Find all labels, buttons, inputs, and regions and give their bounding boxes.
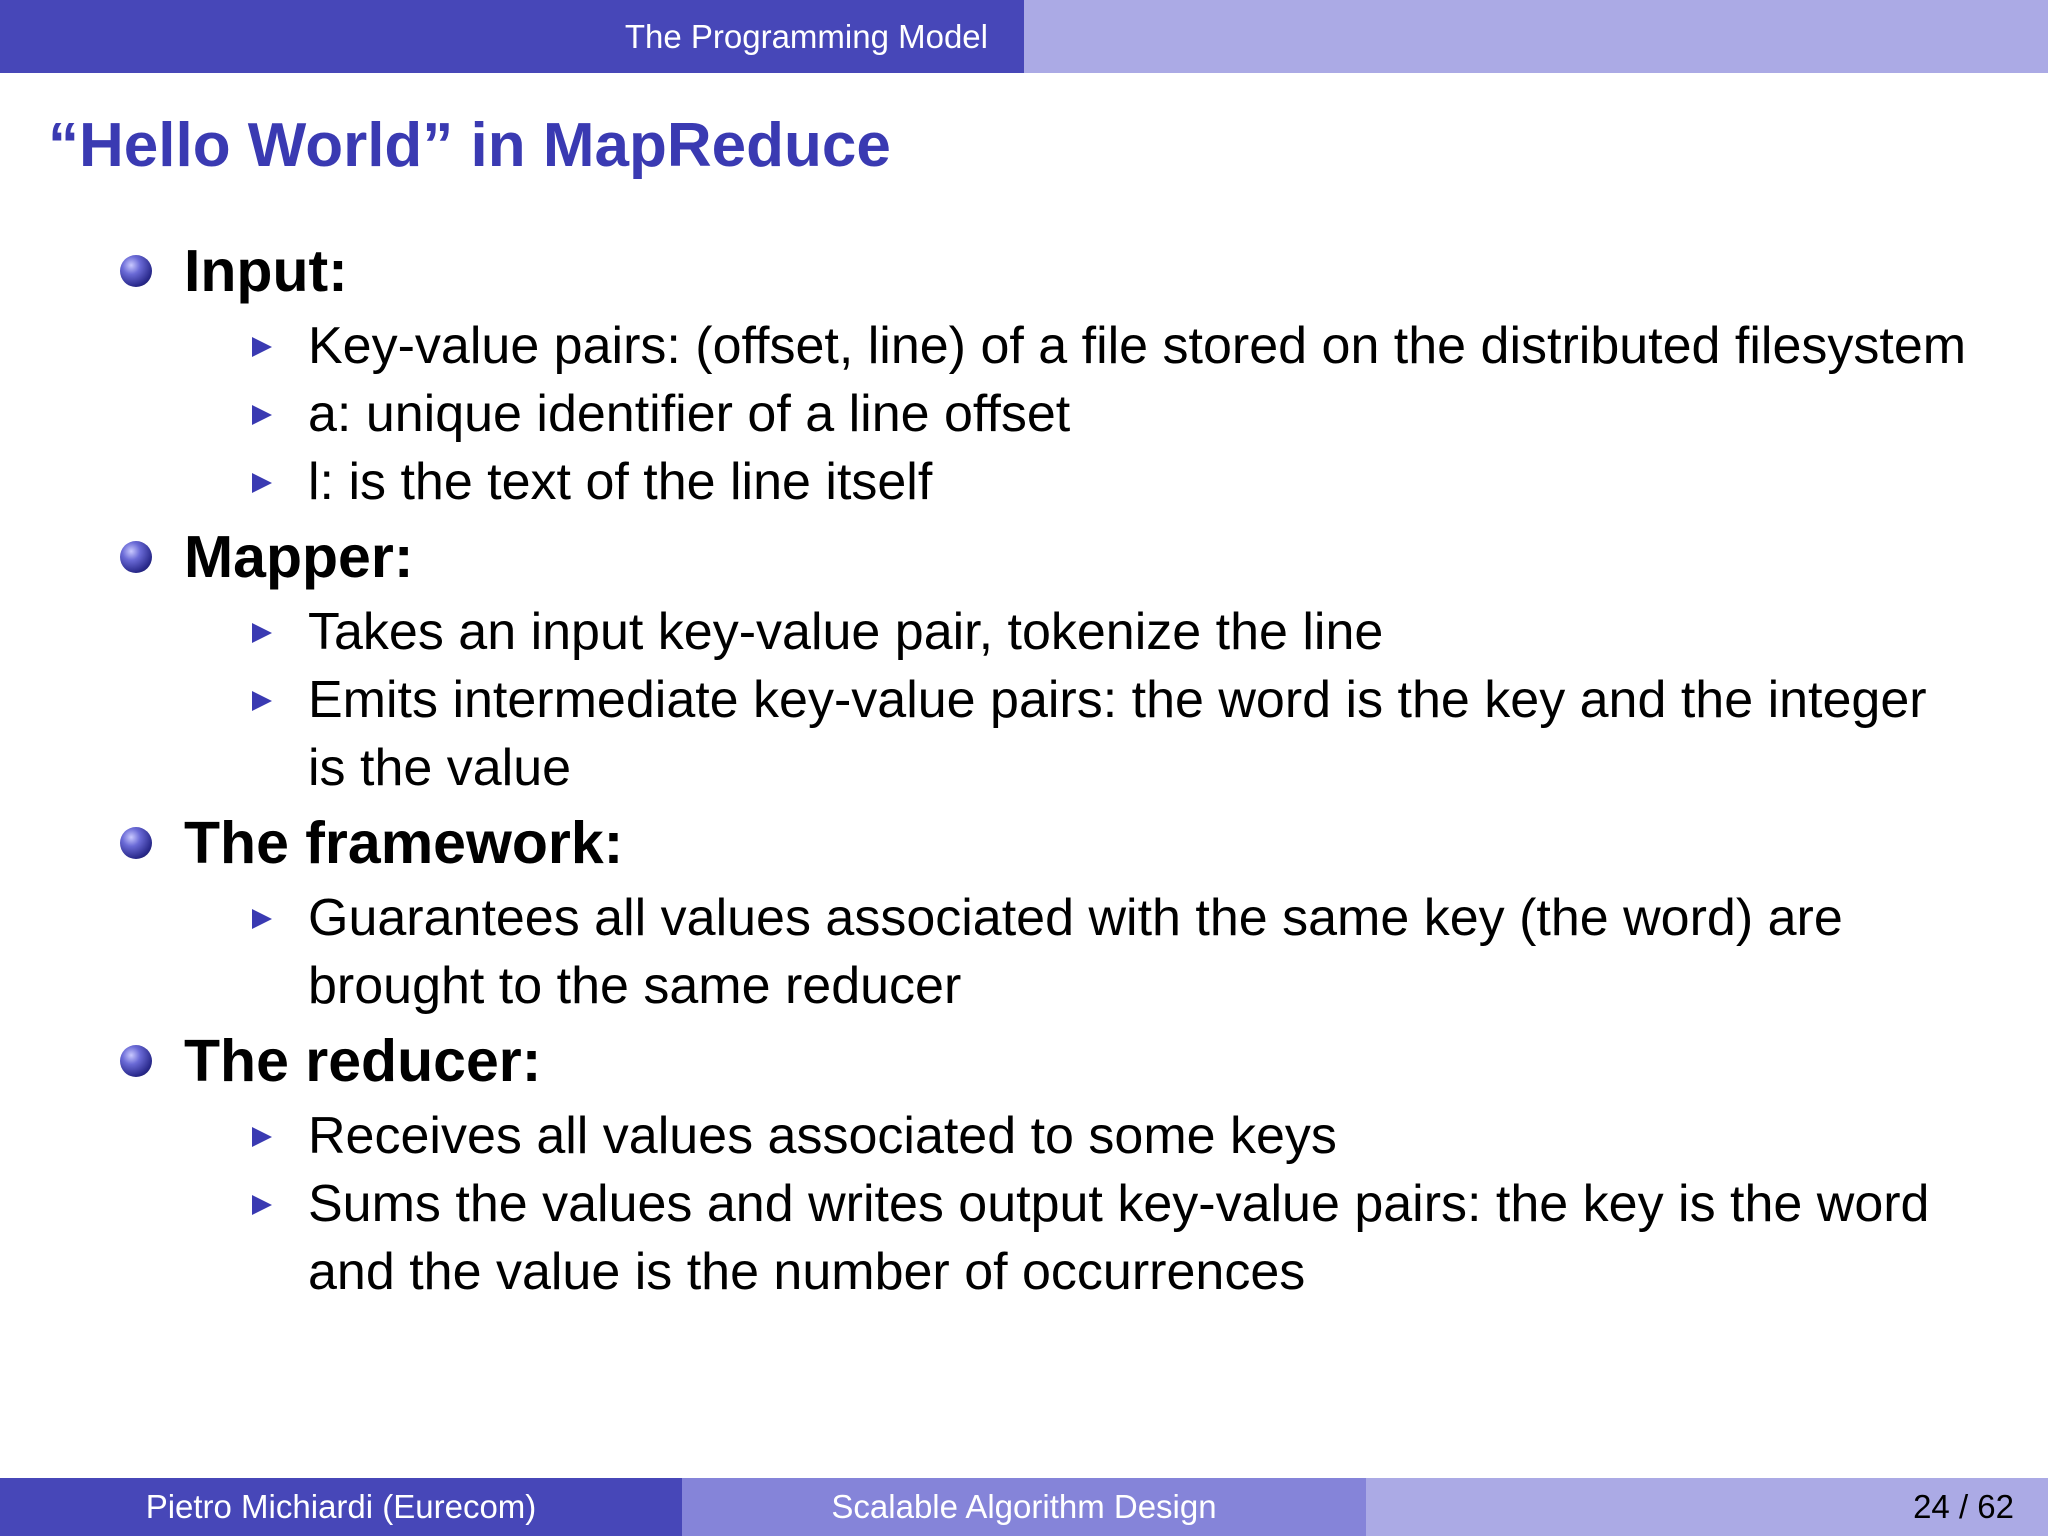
section-label: Input: xyxy=(184,238,348,304)
list-item-text: Receives all values associated to some keys xyxy=(308,1107,1337,1165)
triangle-bullet-icon xyxy=(252,405,272,425)
list-item xyxy=(0,1102,2048,1170)
section-label: The reducer: xyxy=(184,1028,542,1094)
triangle-bullet-icon xyxy=(252,1195,272,1215)
ball-bullet-icon xyxy=(120,827,152,859)
triangle-bullet-icon xyxy=(252,1127,272,1147)
list-item-text: a: unique identifier of a line offset xyxy=(308,385,1071,443)
list-item-text: Emits intermediate key-value pairs: the word is the key and the integer is the value xyxy=(308,671,1927,797)
ball-bullet-icon xyxy=(120,1045,152,1077)
header-subsection-area xyxy=(1024,0,2048,73)
sub-item-list xyxy=(0,312,2048,516)
section-mapper xyxy=(0,516,2048,802)
list-item-text: Takes an input key-value pair, tokenize the line xyxy=(308,603,1384,661)
sub-item-list xyxy=(0,884,2048,1020)
section-head xyxy=(0,516,2048,598)
list-item xyxy=(0,312,2048,380)
triangle-bullet-icon xyxy=(252,337,272,357)
list-item xyxy=(0,380,2048,448)
section-label: Mapper: xyxy=(184,524,414,590)
footer-author: Pietro Michiardi (Eurecom) xyxy=(0,1478,682,1536)
list-item-text: l: is the text of the line itself xyxy=(308,453,933,511)
ball-bullet-icon xyxy=(120,255,152,287)
footer-page-number: 24 / 62 xyxy=(1366,1478,2048,1536)
sub-item-list xyxy=(0,1102,2048,1306)
section-framework xyxy=(0,802,2048,1020)
list-item xyxy=(0,448,2048,516)
section-label: The framework: xyxy=(184,810,624,876)
list-item-text: Guarantees all values associated with the same key (the word) are brought to the same reducer xyxy=(308,889,1843,1015)
list-item xyxy=(0,666,2048,802)
section-input xyxy=(0,230,2048,516)
section-reducer xyxy=(0,1020,2048,1306)
list-item xyxy=(0,1170,2048,1306)
section-head xyxy=(0,802,2048,884)
section-head xyxy=(0,230,2048,312)
triangle-bullet-icon xyxy=(252,623,272,643)
list-item xyxy=(0,598,2048,666)
footer-course-title: Scalable Algorithm Design xyxy=(682,1478,1366,1536)
triangle-bullet-icon xyxy=(252,473,272,493)
triangle-bullet-icon xyxy=(252,691,272,711)
list-item xyxy=(0,884,2048,1020)
list-item-text: Key-value pairs: (offset, line) of a file stored on the distributed filesystem xyxy=(308,317,1967,375)
footer-bar xyxy=(0,1478,2048,1536)
section-head xyxy=(0,1020,2048,1102)
frame-title: “Hello World” in MapReduce xyxy=(48,111,891,180)
list-item-text: Sums the values and writes output key-value pairs: the key is the word and the value is the number of occurrences xyxy=(308,1175,1930,1301)
header-section-title[interactable]: The Programming Model xyxy=(0,0,1024,73)
slide-content xyxy=(0,230,2048,1306)
header-bar xyxy=(0,0,2048,73)
ball-bullet-icon xyxy=(120,541,152,573)
sub-item-list xyxy=(0,598,2048,802)
triangle-bullet-icon xyxy=(252,909,272,929)
